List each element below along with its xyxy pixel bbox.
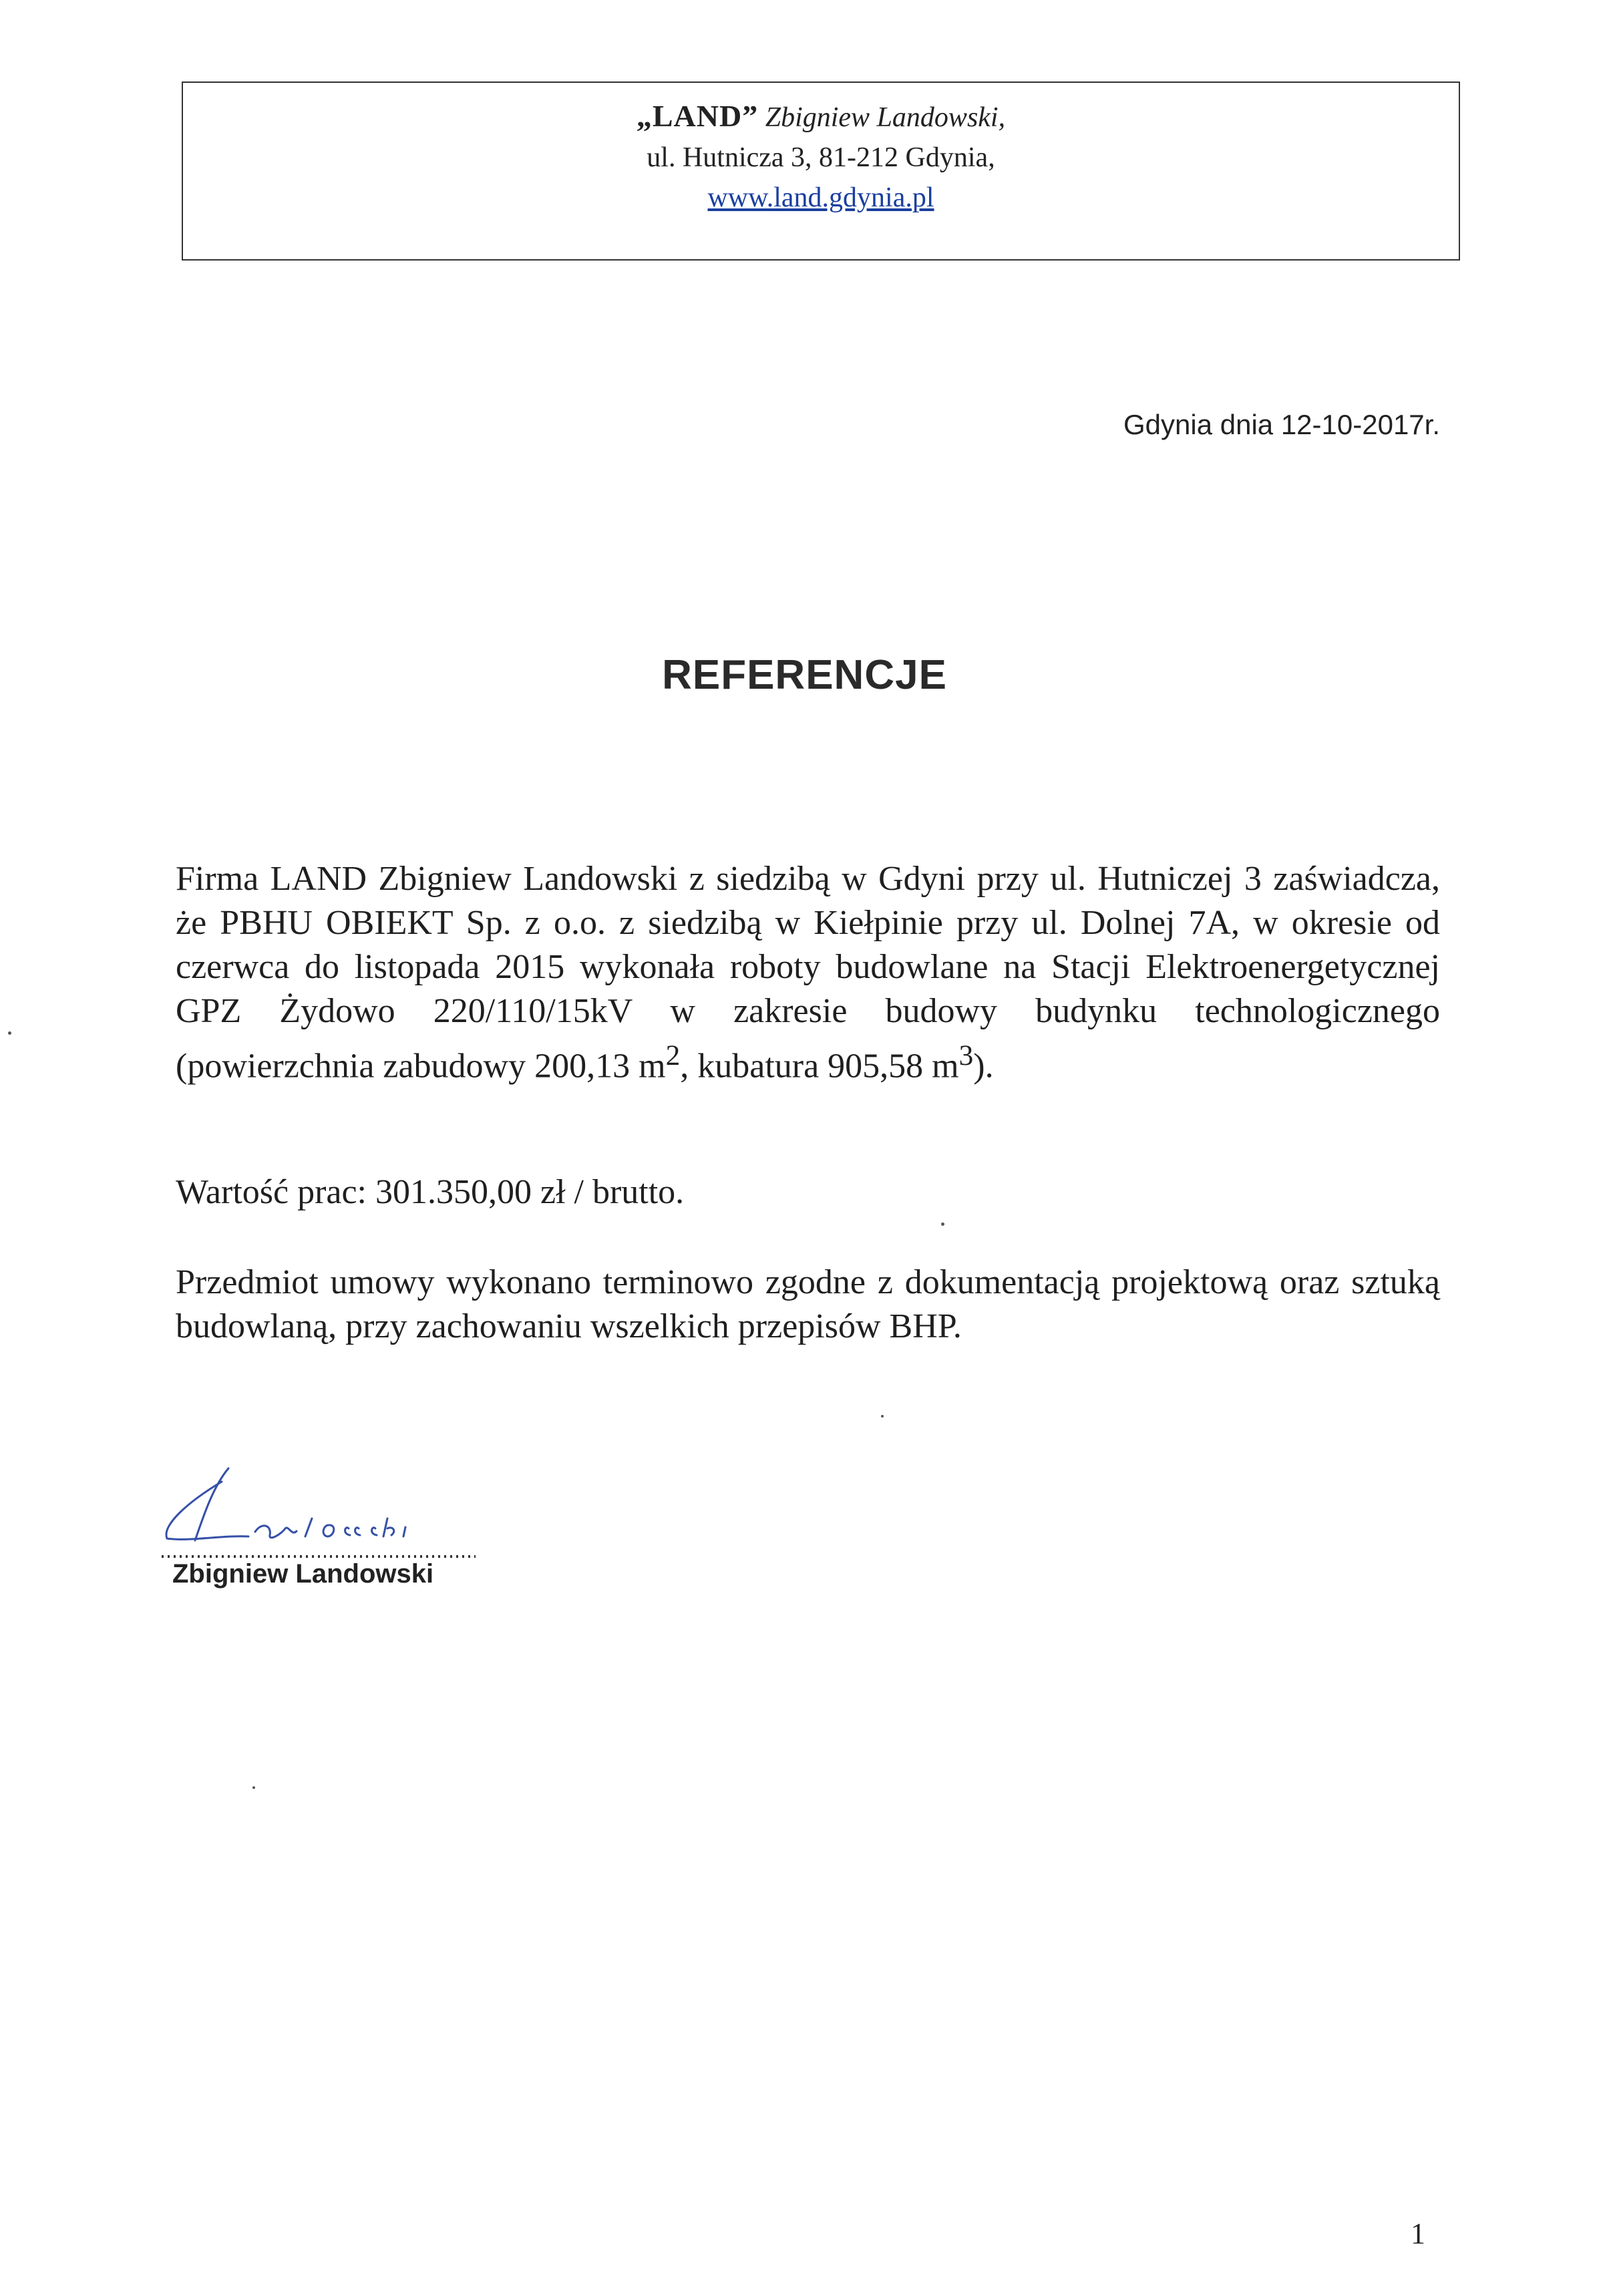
page-number: 1 [1411, 2217, 1425, 2250]
reference-text-volume: , kubatura 905,58 m [680, 1047, 959, 1086]
company-website-link[interactable]: www.land.gdynia.pl [707, 182, 934, 213]
reference-text-end: ). [973, 1047, 994, 1086]
reference-paragraph [176, 857, 1440, 1088]
company-address: ul. Hutnicza 3, 81-212 Gdynia, [647, 142, 995, 173]
superscript-3: 3 [958, 1039, 974, 1072]
scan-speck [881, 1415, 884, 1418]
company-name: „LAND” [636, 99, 759, 133]
date-line: Gdynia dnia 12-10-2017r. [1123, 409, 1440, 440]
reference-text: Firma LAND Zbigniew Landowski z siedzibą w Gdyni przy ul. Hutniczej 3 zaświadcza, że PBHU OBIEKT Sp. z o.o. z siedzibą w Kiełpinie przy ul. Dolnej 7A, w okresie od czerwca do listopada 2015 wykonała roboty budowlane na Stacji Elektroenergetycznej GPZ Żydowo 220/110/15kV w zakresie budowy budynku technologicznego (powierzchnia zabudowy 200,13 m [176, 860, 1440, 1086]
scan-speck [941, 1222, 944, 1226]
document-title: REFERENCJE [662, 652, 947, 698]
signer-name: Zbigniew Landowski [172, 1559, 434, 1589]
superscript-2: 2 [665, 1039, 681, 1072]
letterhead-box [182, 81, 1460, 261]
company-owner: Zbigniew Landowski, [765, 102, 1006, 133]
scan-speck [252, 1786, 255, 1789]
work-value-paragraph: Wartość prac: 301.350,00 zł / brutto. [176, 1173, 685, 1211]
handwritten-signature [148, 1462, 496, 1562]
scan-speck [8, 1031, 11, 1035]
completion-paragraph: Przedmiot umowy wykonano terminowo zgodne z dokumentacją projektową oraz sztuką budowlaną, przy zachowaniu wszelkich przepisów BHP. [176, 1263, 1440, 1345]
letterhead-company-line [183, 96, 1459, 138]
